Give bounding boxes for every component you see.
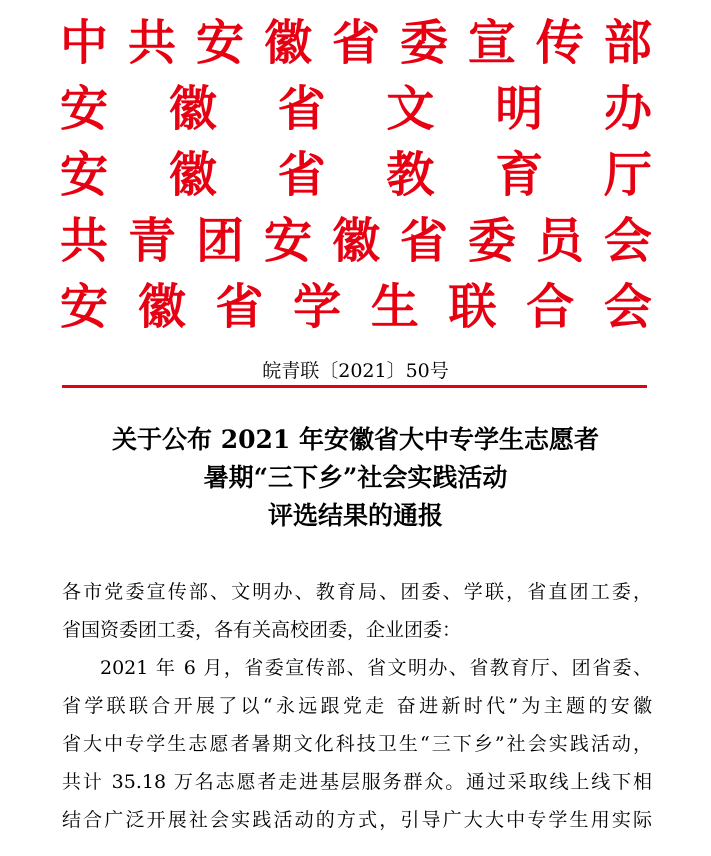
issuer-char: 徽 bbox=[168, 147, 217, 203]
issuer-char: 省 bbox=[399, 213, 448, 269]
issuer-char: 办 bbox=[603, 81, 652, 137]
issuer-char: 安 bbox=[60, 81, 109, 137]
issuer-line-5 bbox=[60, 274, 652, 340]
issuer-char: 宣 bbox=[467, 15, 516, 71]
issuer-char: 省 bbox=[215, 279, 264, 335]
issuer-char: 省 bbox=[277, 147, 326, 203]
issuer-char: 文 bbox=[386, 81, 435, 137]
red-separator-line bbox=[62, 385, 647, 388]
document-body bbox=[62, 573, 652, 839]
body-line-addressees-2: 省国资委团工委，各有关高校团委，企业团委： bbox=[62, 619, 462, 641]
issuer-line-3 bbox=[60, 142, 652, 208]
issuer-char: 委 bbox=[399, 15, 448, 71]
issuer-char: 委 bbox=[467, 213, 516, 269]
issuer-line-2 bbox=[60, 76, 652, 142]
issuer-char: 联 bbox=[448, 279, 497, 335]
body-line-paragraph-1: 2021 年 6 月，省委宣传部、省文明办、省教育厅、团省委、 bbox=[100, 657, 652, 679]
body-line-paragraph-3: 省大中专学生志愿者暑期文化科技卫生“三下乡”社会实践活动， bbox=[62, 733, 652, 755]
issuer-char: 青 bbox=[127, 213, 176, 269]
issuer-char: 明 bbox=[495, 81, 544, 137]
issuer-char: 部 bbox=[603, 15, 652, 71]
issuer-char: 中 bbox=[60, 15, 109, 71]
issuer-char: 传 bbox=[535, 15, 584, 71]
title-line-3: 评选结果的通报 bbox=[267, 501, 443, 530]
issuing-authorities bbox=[60, 10, 652, 340]
issuer-char: 共 bbox=[127, 15, 176, 71]
body-line-paragraph-5: 结合广泛开展社会实践活动的方式，引导广大大中专学生用实际 bbox=[62, 809, 652, 831]
document-title bbox=[0, 421, 711, 535]
document-number: 皖青联〔2021〕50号 bbox=[262, 360, 449, 382]
issuer-char: 学 bbox=[293, 279, 342, 335]
issuer-char: 会 bbox=[603, 213, 652, 269]
issuer-char: 育 bbox=[495, 147, 544, 203]
issuer-char: 合 bbox=[526, 279, 575, 335]
title-line-2: 暑期“三下乡”社会实践活动 bbox=[203, 463, 508, 492]
issuer-char: 会 bbox=[603, 279, 652, 335]
issuer-char: 安 bbox=[263, 213, 312, 269]
issuer-char: 徽 bbox=[263, 15, 312, 71]
body-line-paragraph-2: 省学联联合开展了以“永远跟党走 奋进新时代”为主题的安徽 bbox=[62, 695, 652, 717]
issuer-char: 安 bbox=[60, 279, 109, 335]
body-line-paragraph-4: 共计 35.18 万名志愿者走进基层服务群众。通过采取线上线下相 bbox=[62, 771, 652, 793]
issuer-char: 教 bbox=[386, 147, 435, 203]
issuer-char: 员 bbox=[535, 213, 584, 269]
issuer-line-4 bbox=[60, 208, 652, 274]
issuer-char: 团 bbox=[195, 213, 244, 269]
issuer-char: 徽 bbox=[168, 81, 217, 137]
issuer-char: 安 bbox=[195, 15, 244, 71]
issuer-char: 徽 bbox=[331, 213, 380, 269]
issuer-char: 省 bbox=[277, 81, 326, 137]
issuer-char: 省 bbox=[331, 15, 380, 71]
issuer-char: 共 bbox=[60, 213, 109, 269]
issuer-char: 徽 bbox=[137, 279, 186, 335]
issuer-char: 安 bbox=[60, 147, 109, 203]
title-line-1: 关于公布 2021 年安徽省大中专学生志愿者 bbox=[112, 425, 599, 454]
issuer-line-1 bbox=[60, 10, 652, 76]
issuer-char: 厅 bbox=[603, 147, 652, 203]
issuer-char: 生 bbox=[370, 279, 419, 335]
body-line-addressees-1: 各市党委宣传部、文明办、教育局、团委、学联，省直团工委， bbox=[62, 581, 652, 603]
